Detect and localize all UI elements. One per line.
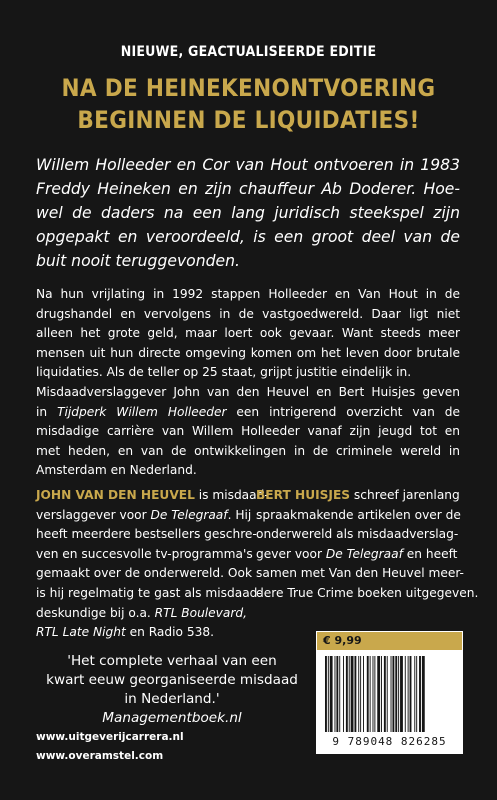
- intro-paragraph: [36, 153, 460, 273]
- body-line: misdadige carrière van Willem Holleeder vanaf zijn jeugd tot en: [36, 424, 460, 439]
- bio-line: [36, 486, 269, 506]
- bio-fragment: is misdaad-: [194, 488, 269, 502]
- bio-line: is hij regelmatig te gast als misdaad-: [36, 585, 262, 600]
- quote-line: [36, 690, 308, 728]
- intro-line: Willem Holleeder en Cor van Hout ontvoeren in 1983: [36, 156, 460, 174]
- quote-fragment: in Nederland.': [124, 691, 220, 707]
- headline: [0, 72, 497, 136]
- newspaper-name: De Telegraaf: [325, 546, 403, 561]
- barcode-box: [316, 631, 463, 754]
- publisher-url: www.overamstel.com: [36, 750, 164, 762]
- bio-fragment: gever voor: [256, 546, 326, 561]
- headline-line-1: NA DE HEINEKENONTVOERING: [61, 74, 436, 102]
- barcode-icon: [323, 656, 456, 734]
- body-line: met heden, en van de ontwikkelingen in de criminele wereld in: [36, 443, 460, 458]
- bio-fragment: schreef jarenlang: [350, 488, 460, 502]
- bio-line: [36, 623, 240, 643]
- intro-line: wel de daders na een lang juridisch steekspel zijn: [36, 204, 460, 222]
- bio-fragment: en heeft: [402, 546, 458, 561]
- quote-line: kwart eeuw georganiseerde misdaad: [46, 672, 298, 688]
- body-text-fragment: in: [36, 404, 58, 419]
- intro-line: opgepakt en veroordeeld, is een groot deel van de: [36, 228, 460, 246]
- bio-fragment: deskundige bij o.a.: [36, 605, 155, 620]
- body-line: mensen uit hun directe omgeving komen om het leven door brutale: [36, 345, 460, 360]
- intro-line: Freddy Heineken en zijn chauffeur Ab Doderer. Hoe-: [36, 180, 460, 198]
- body-line: Misdaadverslaggever John van den Heuvel en Bert Huisjes geven: [36, 384, 460, 399]
- bio-line: gemaakt over de onderwereld. Ook: [36, 566, 253, 581]
- review-quote: [36, 652, 308, 728]
- publisher-urls: [36, 728, 184, 766]
- bio-line: dere True Crime boeken uitgegeven.: [256, 585, 479, 600]
- bio-line: ven en succesvolle tv-programma's: [36, 546, 253, 561]
- headline-line-2: BEGINNEN DE LIQUIDATIES!: [77, 106, 420, 134]
- intro-line: buit nooit teruggevonden.: [36, 252, 240, 270]
- tv-show-name: RTL Late Night: [36, 625, 126, 640]
- body-line: alleen het grote geld, maar loert ook gevaar. Want steeds meer: [36, 326, 460, 341]
- body-line: liquidaties. Als de teller op 25 staat, grijpt justitie eindelijk in.: [36, 365, 412, 380]
- newspaper-name: De Telegraaf: [150, 507, 228, 522]
- bio-line: onderwereld als misdaadverslag-: [256, 527, 459, 542]
- author-name: JOHN VAN DEN HEUVEL: [36, 488, 195, 502]
- bio-fragment: en Radio 538.: [125, 625, 214, 640]
- body-line: Na hun vrijlating in 1992 stappen Holleeder en Van Hout in de: [36, 287, 460, 301]
- author-bio-bert: [256, 486, 479, 604]
- body-text-fragment: een intrigerend overzicht van de: [226, 404, 460, 419]
- body-line: drugshandel en vervolgens in de vastgoedwereld. Daar ligt niet: [36, 306, 460, 321]
- quote-line: 'Het complete verhaal van een: [67, 653, 277, 669]
- body-line: Amsterdam en Nederland.: [36, 463, 197, 478]
- quote-source: Managementboek.nl: [102, 710, 242, 726]
- publisher-url: www.uitgeverijcarrera.nl: [36, 731, 184, 743]
- bio-fragment: . Hij: [227, 507, 252, 522]
- bio-line: samen met Van den Heuvel meer-: [256, 566, 464, 581]
- isbn-number: 9 789048 826285: [332, 735, 447, 748]
- bio-line: [36, 604, 247, 624]
- bio-line: spraakmakende artikelen over de: [256, 507, 461, 522]
- body-line: [36, 403, 460, 423]
- bio-line: [36, 506, 252, 526]
- book-title: Tijdperk Willem Holleeder: [57, 404, 227, 419]
- edition-label: NIEUWE, GEACTUALISEERDE EDITIE: [120, 44, 377, 60]
- bio-line: [256, 486, 462, 506]
- bio-line: [256, 545, 462, 565]
- price-label: € 9,99: [317, 632, 462, 650]
- author-name: BERT HUISJES: [256, 488, 351, 502]
- body-paragraph: [36, 285, 460, 481]
- tv-show-name: RTL Boulevard,: [154, 605, 247, 620]
- author-bio-john: [36, 486, 269, 643]
- bio-line: heeft meerdere bestsellers geschre-: [36, 527, 257, 542]
- bio-fragment: verslaggever voor: [36, 507, 151, 522]
